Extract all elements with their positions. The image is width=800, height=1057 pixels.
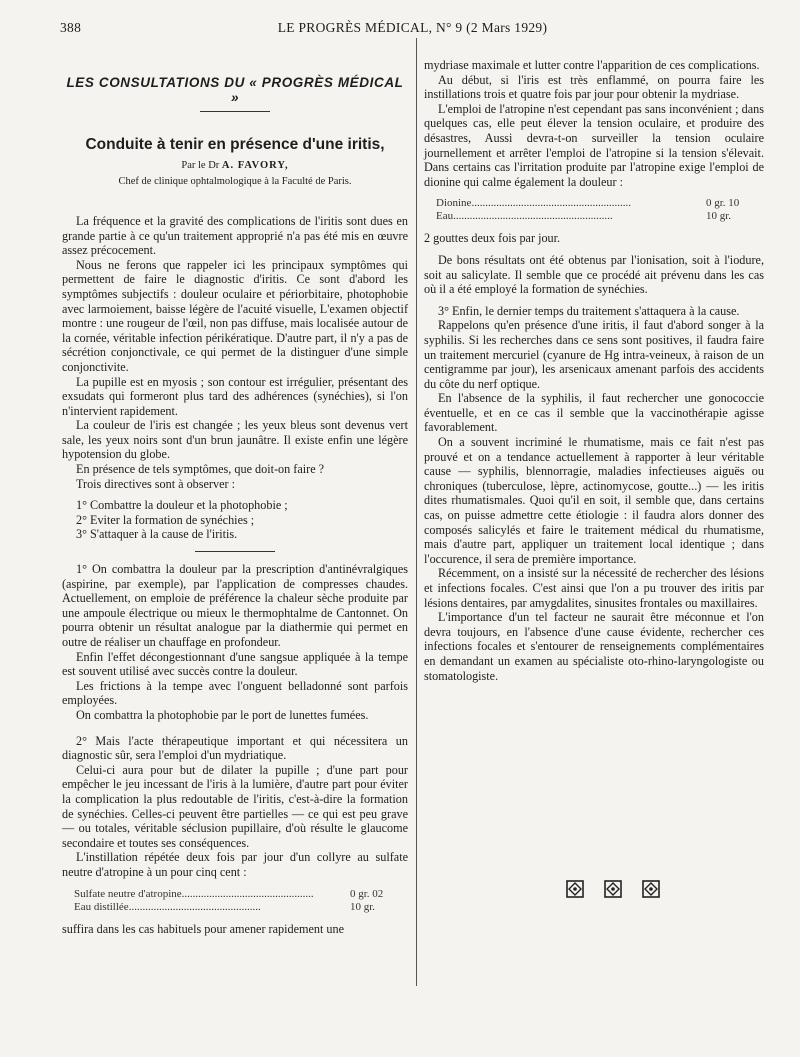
dosage-line: 2 gouttes deux fois par jour. <box>424 231 561 246</box>
fleuron-icon <box>642 880 660 898</box>
paragraph: Les frictions à la tempe avec l'onguent belladonné sont parfois employées. <box>62 678 408 708</box>
prescription-dionine <box>436 197 764 223</box>
formula-ingredient: Dionine <box>436 197 472 210</box>
rubric-title: LES CONSULTATIONS DU « PROGRÈS MÉDICAL » <box>66 75 404 105</box>
paragraph: 3° Enfin, le dernier temps du traitement s'attaquera à la cause. <box>438 303 740 318</box>
formula-line: Sulfate neutre d'atropine................................................ 0 gr. 02 <box>74 888 408 901</box>
article-title: Conduite à tenir en présence d'une iritis, <box>85 136 385 154</box>
paragraph: Nous ne ferons que rappeler ici les principaux symptômes qui permettent de faire le diagnostic d'iritis. Ce sont d'abord les symptômes subjectifs : douleur oculaire et périorbitaire, photophobie avec larmoiement, baisse légère de l'acuité visuelle, L'examen objectif montre : une rougeur de l'œil, non pas diffuse, mais localisée autour de la cornée, véritable infection périkératique. D'autre part, il n'y a pas de sécrétion conjonctivale, ce qui permet de la distinguer d'une simple conjonctivite. <box>62 257 408 374</box>
fleuron-icon <box>566 880 584 898</box>
paragraph: Enfin l'effet décongestionnant d'une sangsue appliquée à la tempe est souvent utilisé avec succès contre la douleur. <box>62 649 408 679</box>
paragraph: Trois directives sont à observer : <box>76 476 235 491</box>
page-header <box>60 20 765 40</box>
author-name: A. FAVORY, <box>221 159 289 171</box>
paragraph: Récemment, on a insisté sur la nécessité de rechercher des lésions et infections focales. C'est ainsi que l'on a pu trouver des iritis par lésions dentaires, par amygdalites, sinusites frontales ou maxillaires. <box>424 566 764 610</box>
paragraph: Celui-ci aura pour but de dilater la pupille ; d'une part pour empêcher le jeu incessant de l'iris à la lumière, d'autre part pour éviter la complication la plus redoutable de l'iritis, c'est-à-dire la formation de synéchies. Celles-ci peuvent être partielles — ce qui est peu grave — ou totales, véritable séclusion pupillaire, d'où résulte le glaucome secondaire et toutes ses conséquences. <box>62 762 408 850</box>
directive-item: 1° Combattre la douleur et la photophobie ; <box>76 498 288 513</box>
paragraph: La pupille est en myosis ; son contour est irrégulier, présentant des exsudats qui formeront plus tard des adhérences (synéchies), si l'on n'intervient rapidement. <box>62 374 408 418</box>
paragraph: La fréquence et la gravité des complications de l'iritis sont dues en grande partie à ce qu'un traitement approprié n'a pas été mis en œuvre assez précocement. <box>62 213 408 258</box>
formula-quantity: 0 gr. 02 <box>350 887 384 900</box>
journal-title: LE PROGRÈS MÉDICAL, N° 9 (2 Mars 1929) <box>277 20 548 35</box>
end-ornament <box>566 880 660 898</box>
left-column <box>62 76 408 936</box>
formula-quantity: 0 gr. 10 <box>706 197 740 210</box>
paragraph-continued: suffira dans les cas habituels pour amener rapidement une <box>62 921 345 936</box>
formula-ingredient: Eau distillée <box>74 900 129 913</box>
paragraph: Rappelons qu'en présence d'une iritis, il faut d'abord songer à la syphilis. Si les recherches dans ce sens sont positives, il faudra faire un traitement mercuriel (cyanure de Hg intra-veineux, à raison de un centigramme par jour), les arsenicaux amenant parfois des accidents du côte du nerf optique. <box>424 318 764 391</box>
byline-prefix: Par le Dr <box>181 159 220 171</box>
column-divider <box>416 38 417 986</box>
paragraph: Au début, si l'iris est très enflammé, on pourra faire les instillations trois et quatre fois par jour pour obtenir la mydriase. <box>424 72 764 102</box>
paragraph: L'importance d'un tel facteur ne saurait être méconnue et l'on devra toujours, en l'absence d'une cause évidente, rechercher ces infections focales et s'entourer de renseignements complémentaires en demandant un examen au spécialiste oto-rhino-laryngologiste ou stomatologiste. <box>424 610 764 683</box>
prescription-atropine <box>74 888 408 914</box>
formula-quantity: 10 gr. <box>350 900 376 913</box>
byline <box>62 159 408 174</box>
paragraph: 1° On combattra la douleur par la prescription d'antinévralgiques (aspirine, par exemple), par l'application de compresses chaudes. Actuellement, on emploie de préférence la chaleur sèche produite par une ampoule électrique ou mieux le thermophtalme de Cantonnet. On pourra obtenir un résultat analogue par la diathermie qui permet en outre de réaliser un chauffage en profondeur. <box>62 562 408 649</box>
rubric-rule <box>200 111 270 112</box>
paragraph: On combattra la photophobie par le port de lunettes fumées. <box>76 707 369 722</box>
directive-item: 2° Eviter la formation de synéchies ; <box>76 512 255 527</box>
formula-ingredient: Sulfate neutre d'atropine <box>74 887 182 900</box>
paragraph: La couleur de l'iris est changée ; les yeux bleus sont devenus vert sale, les yeux noirs sont d'un brun jaunâtre. Il existe enfin une légère hypotension du globe. <box>62 418 408 462</box>
formula-line: Dionine.......................................................... 0 gr. 10 <box>436 197 764 210</box>
right-column <box>424 58 764 683</box>
paragraph: En présence de tels symptômes, que doit-on faire ? <box>76 462 325 477</box>
section-rule <box>195 551 275 552</box>
paragraph: L'instillation répétée deux fois par jour d'un collyre au sulfate neutre d'atropine à un pour cinq cent : <box>62 850 408 879</box>
paragraph: L'emploi de l'atropine n'est cependant pas sans inconvénient ; dans quelques cas, elle peut élever la tension oculaire, et produire des désastres, Aussi devra-t-on surveiller la tension oculaire journellement et arrêter l'emploi de l'atropine si la tension s'élevait. Dans certains cas l'irritation produite par l'atropine exige l'emploi de dionine qui calme également la douleur : <box>424 101 764 189</box>
formula-line: Eau distillée................................................ 10 gr. <box>74 901 408 914</box>
paragraph: 2° Mais l'acte thérapeutique important et qui nécessitera un diagnostic sûr, sera l'emploi d'un mydriatique. <box>62 733 408 763</box>
directive-item: 3° S'attaquer à la cause de l'iritis. <box>76 527 238 542</box>
fleuron-icon <box>604 880 622 898</box>
paragraph: On a souvent incriminé le rhumatisme, mais ce fait n'est pas prouvé et on a tendance actuellement à rapporter à leur véritable cause — syphilis, blennorragie, maladies infectieuses aiguës ou chroniques (tuberculose, lèpre, actinomycose, goutte...) — les iritis dites rhumatismales. Quoi qu'il en soit, il semble que, dans certains cas, on puisse admettre cette étiologie : il faudra alors donner des composés salicylés et faire le traitement médical du rhumatisme, mais d'autre part, appliquer un traitement local identique ; dans l'occurence, il sera de première importance. <box>424 435 764 566</box>
author-affiliation: Chef de clinique ophtalmologique à la Faculté de Paris. <box>118 176 352 188</box>
paragraph: En l'absence de la syphilis, il faut rechercher une gonococcie éventuelle, et en ce cas il semble que la vaccinothérapie agisse favorablement. <box>424 391 764 435</box>
paragraph-continuation: mydriase maximale et lutter contre l'apparition de ces complications. <box>424 58 760 72</box>
formula-ingredient: Eau <box>436 210 454 223</box>
paragraph: De bons résultats ont été obtenus par l'ionisation, soit à l'iodure, soit au salicylate. Il semble que ce procédé ait prévenu dans les cas où il a été employé la formation de synéchies. <box>424 252 764 297</box>
formula-quantity: 10 gr. <box>706 210 732 223</box>
formula-line: Eau.......................................................... 10 gr. <box>436 210 764 223</box>
page-number: 388 <box>60 20 82 35</box>
